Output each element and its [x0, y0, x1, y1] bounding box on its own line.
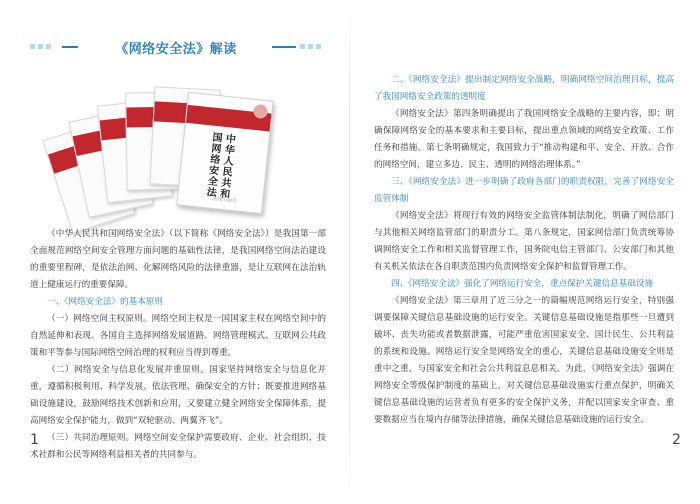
book-front-cover — [176, 92, 273, 214]
page-number-2: 2 — [672, 432, 681, 448]
book-publisher: 法律出版社 — [211, 195, 238, 205]
page1-body — [30, 226, 326, 464]
page-title: 《网络安全法》解读 — [115, 42, 237, 57]
decorative-dots-left — [30, 42, 60, 52]
principle-1-paragraph: （一）网络空间主权原则。网络空间主权是一国国家主权在网络空间中的自然延伸和表现。各国自主选择网络发展道路、网络管理模式、互联网公共政策和平等参与国际网络空间治理的权利应当得到尊重。 — [30, 314, 326, 358]
title-rule-right — [272, 46, 296, 48]
section-heading-2: 二、《网络安全法》提出制定网络安全战略，明确网络空间治理目标，提高了我国网络安全政策的透明度 — [374, 75, 674, 102]
section-2-paragraph: 《网络安全法》第四条明确提出了我国网络安全战略的主要内容，即：明确保障网络安全的基本要求和主要目标，提出重点领域的网络安全政策、工作任务和措施。第七条明确规定，我国致力于“推动构建和平、安全、开放、合作的网络空间，建立多边、民主、透明的网络治理体系。” — [374, 109, 674, 170]
section-3-paragraph: 《网络安全法》将现行有效的网络安全监管体制法制化，明确了网信部门与其他相关网络监管部门的职责分工。第八条规定，国家网信部门负责统筹协调网络安全工作和相关监督管理工作，国务院电信主管部门、公安部门和其他有关机关依法在各自职责范围内负责网络安全保护和监督管理工作。 — [374, 211, 674, 272]
section-heading-3: 三、《网络安全法》进一步明确了政府各部门的职责权限，完善了网络安全监管体制 — [374, 177, 674, 204]
decorative-dots-right — [300, 42, 330, 52]
section-heading-4: 四、《网络安全法》强化了网络运行安全，重点保护关键信息基础设施 — [391, 279, 654, 289]
section-heading-1: 一、《网络安全法》的基本原则 — [47, 297, 164, 307]
law-books-illustration — [56, 70, 286, 250]
page-number-1: 1 — [30, 432, 39, 448]
page-2 — [350, 0, 700, 504]
intro-paragraph: 《中华人民共和国网络安全法》（以下简称《网络安全法》）是我国第一部全面规范网络空间安全管理方面问题的基础性法律，是我国网络空间法治建设的重要里程碑，是依法治网、化解网络风险的法律重器，是让互联网在法治轨道上健康运行的重要保障。 — [30, 229, 326, 290]
principle-3-paragraph: （三）共同治理原则。网络空间安全保护需要政府、企业、社会组织、技术社群和公民等网络利益相关者的共同参与。 — [30, 433, 326, 460]
page2-body — [374, 72, 674, 429]
book-cover-title: 中华人民共和国网络安全法 — [203, 131, 236, 200]
principle-2-paragraph: （二）网络安全与信息化发展并重原则。国家坚持网络安全与信息化并重，遵循积极利用、科学发展、依法管理、确保安全的方针；既要推进网络基础设施建设，鼓励网络技术创新和应用，又要建立健全网络安全保障体系，提高网络安全保护能力，做到“双轮驱动、两翼齐飞”。 — [30, 365, 326, 426]
section-4-paragraph: 《网络安全法》第三章用了近三分之一的篇幅规范网络运行安全，特别强调要保障关键信息基础设施的运行安全。关键信息基础设施是指那些一旦遭到破坏、丧失功能或者数据泄露，可能严重危害国家安全、国计民生、公共利益的系统和设施。网络运行安全是网络安全的重心，关键信息基础设施安全则是重中之重，与国家安全和社会公共利益息息相关。为此，《网络安全法》强调在网络安全等级保护制度的基础上，对关键信息基础设施实行重点保护，明确关键信息基础设施的运营者负有更多的安全保护义务，并配以国家安全审查、重要数据应当在境内存储等法律措施，确保关键信息基础设施的运行安全。 — [374, 296, 674, 425]
